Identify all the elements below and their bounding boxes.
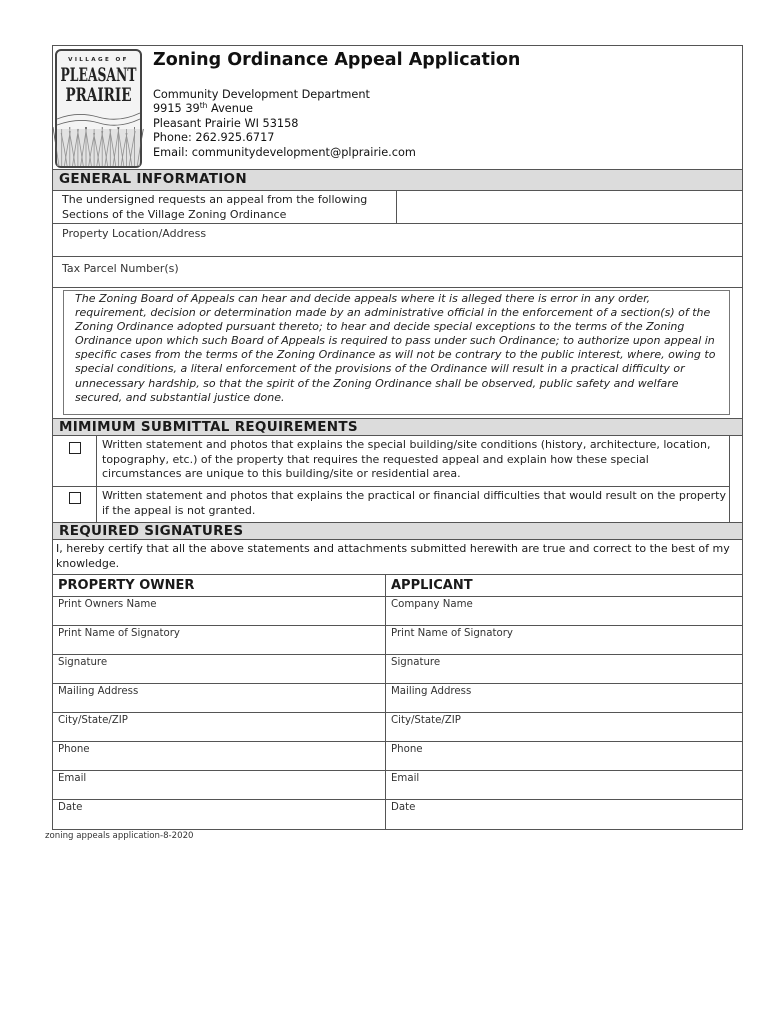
applicant-field[interactable]: Signature	[391, 657, 441, 668]
applicant-field[interactable]: Date	[391, 802, 416, 813]
applicant-field[interactable]: Email	[391, 773, 420, 784]
owner-field[interactable]: Email	[53, 771, 386, 799]
appeal-explanation: The Zoning Board of Appeals can hear and decide appeals where it is alleged there is error in any order, requirement, decision or determination made by an administrative official in the enforcement of a section(s) of the Zoning Ordinance adopted pursuant thereto; to hear and decide special exceptions to the terms of the Zoning Ordinance upon which such Board of Appeals is required to pass under such Ordinance; to authorize upon appeal in specific cases from the terms of the Zoning Ordinance as will not be contrary to the public interest, where, owing to special conditions, a literal enforcement of the provisions of the Ordinance will result in a practical difficulty or unnecessary hardship, so that the spirit of the Zoning Ordinance shall be observed, public safety and welfare secured, and substantial justice done.	[63, 290, 730, 415]
property-location-label: Property Location/Address	[62, 227, 207, 240]
ordinance-sections-field[interactable]	[397, 191, 742, 223]
applicant-field[interactable]: Print Name of Signatory	[391, 628, 513, 639]
logo-top-text: VILLAGE OF	[68, 57, 129, 63]
appeal-form	[52, 45, 743, 830]
village-logo	[55, 49, 142, 168]
form-header	[53, 46, 742, 170]
general-info-heading: GENERAL INFORMATION	[53, 170, 742, 191]
requirement-item	[53, 436, 729, 486]
phone-line: Phone: 262.925.6717	[153, 131, 275, 145]
table-row	[53, 626, 742, 655]
logo-line1: PLEASANT	[60, 64, 137, 86]
department-name: Community Development Department	[153, 88, 370, 101]
signature-table	[53, 597, 742, 829]
owner-field[interactable]: Date	[53, 800, 386, 829]
contact-block	[153, 88, 416, 160]
requirement-checkbox-2[interactable]	[69, 492, 81, 504]
signature-columns-header	[53, 575, 742, 597]
owner-field[interactable]: Print Name of Signatory	[53, 626, 386, 654]
applicant-field[interactable]: Company Name	[391, 599, 473, 610]
applicant-heading: APPLICANT	[391, 578, 473, 593]
tax-parcel-field[interactable]	[53, 257, 742, 288]
owner-field[interactable]: City/State/ZIP	[53, 713, 386, 741]
property-location-field[interactable]	[53, 224, 742, 257]
ordinance-sections-row	[53, 191, 742, 224]
requirements-heading: MIMIMUM SUBMITTAL REQUIREMENTS	[53, 418, 742, 436]
requirements-list	[53, 436, 730, 522]
email-line: Email: communitydevelopment@plprairie.com	[153, 145, 416, 159]
applicant-field[interactable]: Mailing Address	[391, 686, 472, 697]
owner-field[interactable]: Mailing Address	[53, 684, 386, 712]
table-row	[53, 684, 742, 713]
page-title: Zoning Ordinance Appeal Application	[153, 50, 521, 70]
logo-line2: PRAIRIE	[65, 84, 132, 106]
table-row	[53, 655, 742, 684]
property-owner-heading: PROPERTY OWNER	[53, 575, 386, 596]
street-address: 9915 39th Avenue	[153, 101, 253, 116]
owner-field[interactable]: Print Owners Name	[53, 597, 386, 625]
table-row	[53, 713, 742, 742]
owner-field[interactable]: Signature	[53, 655, 386, 683]
tax-parcel-label: Tax Parcel Number(s)	[62, 262, 179, 275]
requirement-text-2: Written statement and photos that explains the practical or financial difficulties that would result on the property if the appeal is not granted.	[102, 489, 726, 517]
city-line: Pleasant Prairie WI 53158	[153, 116, 299, 130]
requirement-text-1: Written statement and photos that explains the special building/site conditions (history, architecture, location, topography, etc.) of the property that requires the requested appeal and explain how these special circumstances are unique to this building/site or residential area.	[102, 438, 711, 481]
signatures-heading: REQUIRED SIGNATURES	[53, 522, 742, 540]
table-row	[53, 597, 742, 626]
applicant-field[interactable]: City/State/ZIP	[391, 715, 461, 726]
requirement-checkbox-1[interactable]	[69, 442, 81, 454]
applicant-field[interactable]: Phone	[391, 744, 423, 755]
owner-field[interactable]: Phone	[53, 742, 386, 770]
table-row	[53, 742, 742, 771]
requirement-item	[53, 486, 729, 522]
table-row	[53, 800, 742, 829]
table-row	[53, 771, 742, 800]
explanation-row	[53, 288, 742, 418]
ordinance-sections-label: The undersigned requests an appeal from the following Sections of the Village Zoning Ordinance	[53, 191, 397, 223]
footer-revision: zoning appeals application-8-2020	[45, 831, 194, 841]
certification-text: I, hereby certify that all the above statements and attachments submitted herewith are true and correct to the best of my knowledge.	[53, 540, 742, 575]
